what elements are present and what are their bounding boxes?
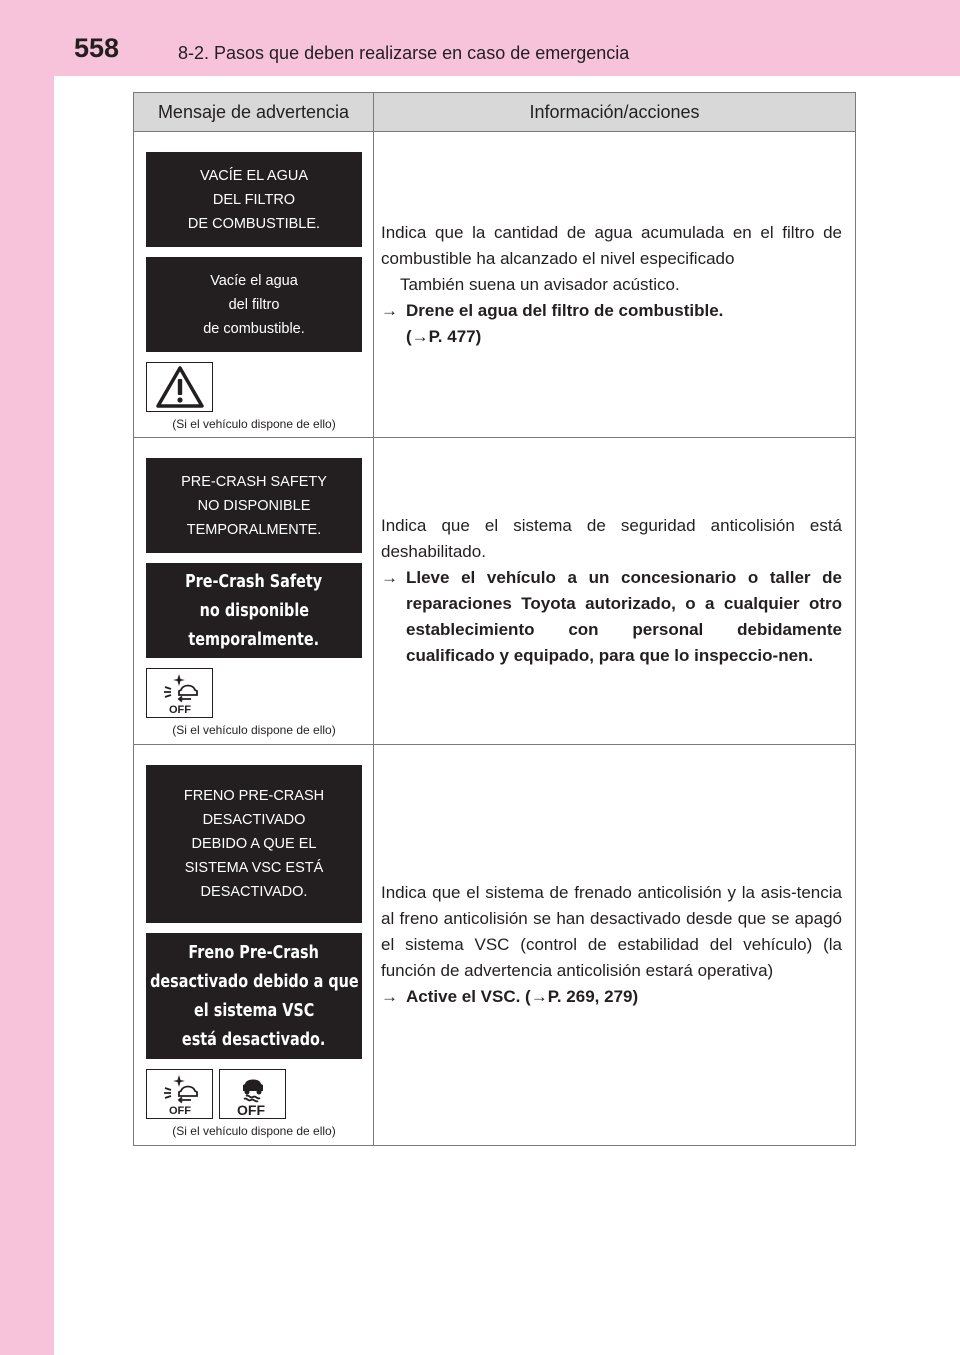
description-extra: También suena un avisador acústico. (400, 274, 680, 294)
info-cell (374, 438, 855, 744)
warning-table (133, 92, 856, 1146)
description: Indica que el sistema de seguridad anticolisión está deshabilitado. (381, 516, 842, 561)
action-instruction: → Drene el agua del filtro de combustible. (381, 298, 842, 324)
table-row (134, 438, 855, 745)
arrow-icon: → (381, 987, 398, 1006)
indicator-icons (146, 1069, 373, 1119)
page-number: 558 (74, 33, 120, 63)
table-row (134, 132, 855, 438)
availability-note: (Si el vehículo dispone de ello) (172, 417, 336, 431)
column-header-info: Información/acciones (529, 101, 700, 122)
description: Indica que la cantidad de agua acumulada en el filtro de combustible ha alcanzado el nivel especificado (381, 222, 842, 268)
table-header (134, 93, 855, 132)
vsc-off-icon (219, 1069, 286, 1119)
page-reference: (→P. 477) (406, 326, 482, 346)
table-row (134, 745, 855, 1145)
availability-note: (Si el vehículo dispone de ello) (172, 1124, 336, 1138)
info-cell (374, 745, 855, 1145)
warning-message-upper: FRENO PRE-CRASH DESACTIVADO DEBIDO A QUE EL SISTEMA VSC ESTÁ DESACTIVADO. (146, 765, 362, 923)
pre-crash-off-icon (146, 668, 213, 718)
description: Indica que el sistema de frenado anticolisión y la asis-tencia al freno anticolisión se han desactivado desde que se apagó el sistema VSC (control de estabilidad del vehículo) (la función de advertencia anticolisión estará operativa) (381, 883, 842, 980)
arrow-icon: → (381, 568, 398, 587)
indicator-icons (146, 362, 373, 412)
column-header-message: Mensaje de advertencia (134, 93, 374, 131)
side-strip (0, 0, 54, 1355)
info-cell (374, 132, 855, 437)
warning-message-upper: VACÍE EL AGUA DEL FILTRO DE COMBUSTIBLE. (146, 152, 362, 247)
warning-triangle-icon (146, 362, 213, 412)
warning-message-lower: Vacíe el agua del filtro de combustible. (146, 257, 362, 352)
action-instruction: → Lleve el vehículo a un concesionario o taller de reparaciones Toyota autorizado, o a cualquier otro establecimiento con personal debidamente cualificado y equipado, para que lo inspeccio-nen. (381, 565, 842, 669)
section-title: 8-2. Pasos que deben realizarse en caso de emergencia (178, 43, 630, 63)
warning-message-lower: Pre-Crash Safety no disponible temporalmente. (146, 563, 362, 658)
message-cell (134, 438, 374, 744)
message-cell (134, 745, 374, 1145)
action-instruction: → Active el VSC. (→P. 269, 279) (381, 984, 842, 1010)
svg-text:OFF: OFF (236, 1102, 265, 1116)
warning-message-upper: PRE-CRASH SAFETY NO DISPONIBLE TEMPORALMENTE. (146, 458, 362, 553)
svg-text:OFF: OFF (168, 704, 191, 715)
pre-crash-off-icon (146, 1069, 213, 1119)
svg-text:OFF: OFF (168, 1105, 191, 1116)
message-cell (134, 132, 374, 437)
indicator-icons (146, 668, 373, 718)
arrow-icon: → (381, 300, 398, 320)
warning-message-lower: Freno Pre-Crash desactivado debido a que el sistema VSC está desactivado. (146, 933, 362, 1059)
availability-note: (Si el vehículo dispone de ello) (172, 723, 336, 737)
header-bar (54, 0, 960, 76)
